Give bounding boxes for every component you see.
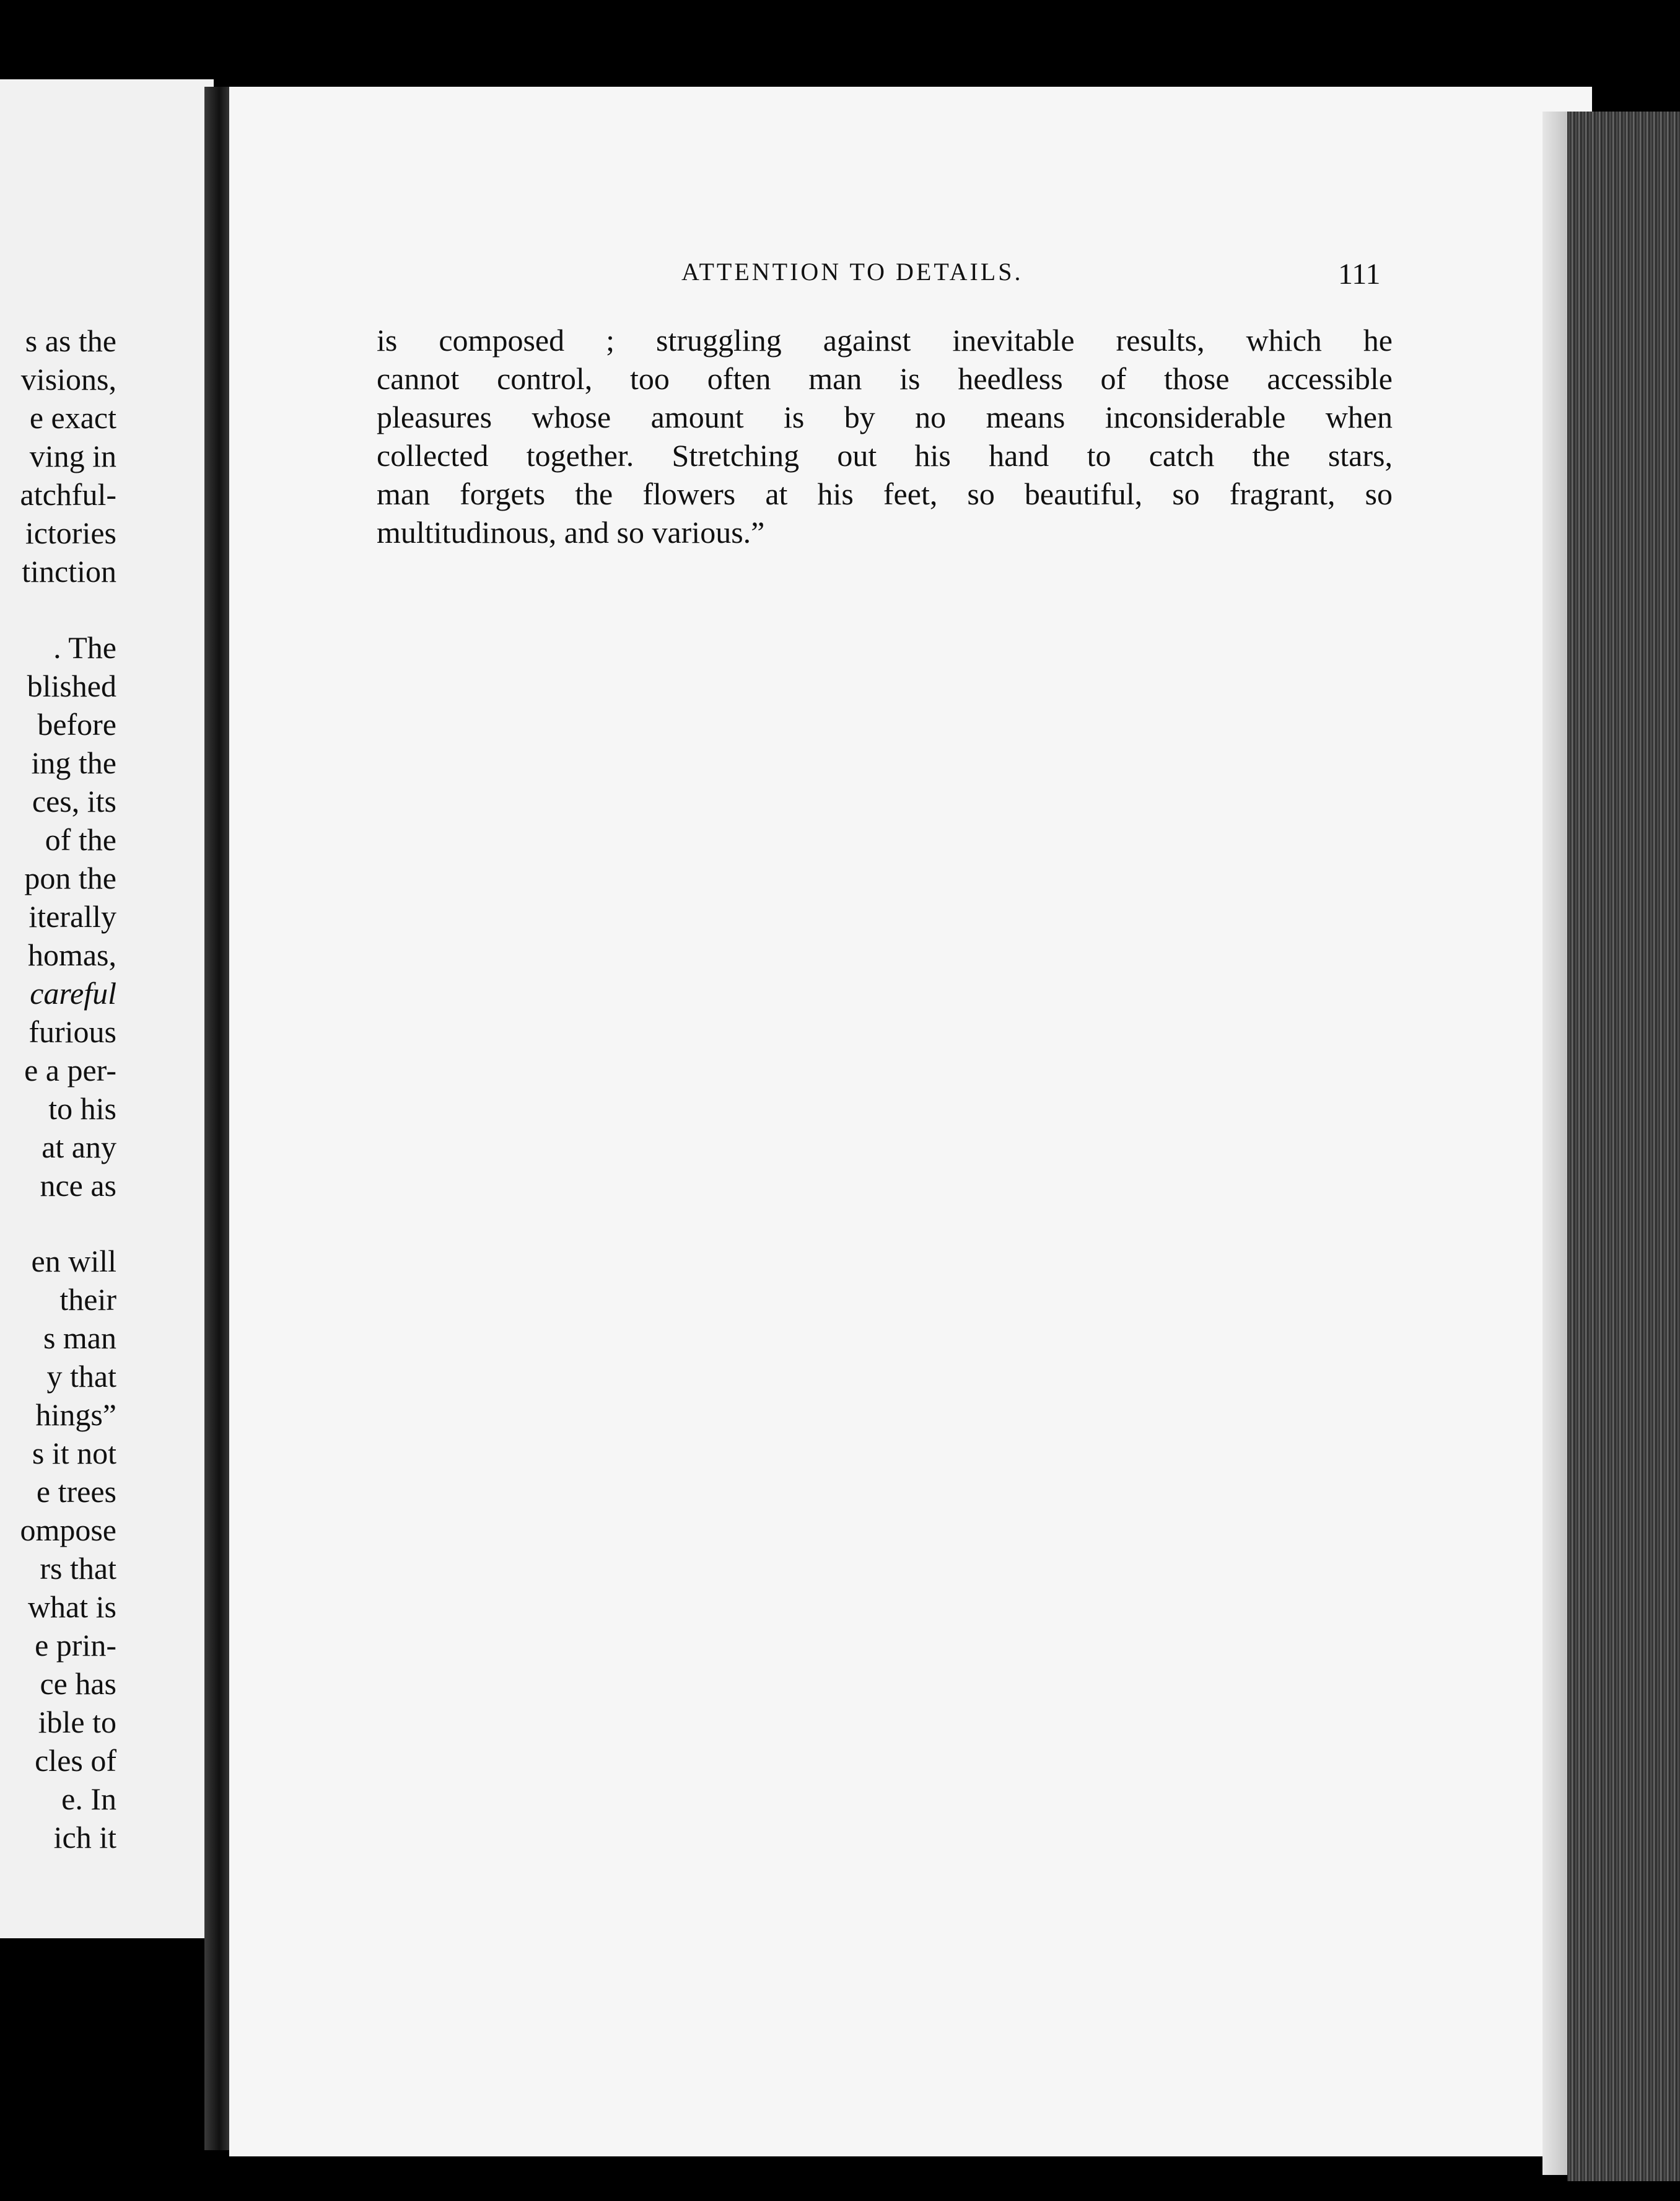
left-page-line: . The [53,630,116,665]
left-page-line: furious [28,1014,116,1049]
left-page-line: to his [48,1091,116,1126]
left-page-line: rs that [40,1551,116,1586]
left-page-line: e a per- [24,1053,116,1087]
left-page-line: ich it [53,1820,116,1855]
left-page-line: ing the [31,745,116,780]
left-page-text [0,79,116,1938]
left-page-line: what is [27,1589,116,1624]
left-page-line: cles of [35,1743,116,1778]
left-page-line: nce as [40,1168,116,1203]
text-line: man forgets the flowers at his feet, so beautiful, so fragrant, so [377,477,1393,511]
main-page [229,87,1592,2156]
left-page-line: ving in [29,439,116,473]
text-line: collected together. Stretching out his hand to catch the stars, [377,438,1393,473]
left-page-line: blished [27,669,116,703]
text-line: pleasures whose amount is by no means inconsiderable when [377,400,1393,434]
left-page-line: careful [30,976,116,1011]
left-page-line: e prin- [35,1628,116,1663]
left-page-line: s as the [25,323,116,358]
running-head: ATTENTION TO DETAILS. [681,258,1023,286]
left-page-line: ce has [40,1666,116,1701]
left-page-line: pon the [24,861,116,895]
text-line: is composed ; struggling against inevitable results, which he [377,323,1393,358]
left-page-line: at any [42,1130,116,1164]
left-page-line: ces, its [32,784,116,819]
left-page-line: atchful- [20,477,116,512]
left-page-line: e trees [36,1474,116,1509]
left-page-line: s it not [32,1436,116,1470]
text-line: cannot control, too often man is heedless of those accessible [377,361,1393,396]
left-page-line: e exact [29,400,116,435]
left-page-line: visions, [20,362,116,397]
left-page-line: their [59,1282,116,1317]
page-header [229,257,1592,294]
left-page-line: en will [31,1244,116,1278]
left-page-line: ompose [20,1513,116,1547]
left-page-line: y that [46,1359,116,1394]
left-page-line: ictories [25,516,116,550]
left-page-line: e. In [61,1781,116,1816]
left-page-line: ible to [38,1705,116,1739]
left-page [0,79,214,1938]
page-number: 111 [1338,258,1381,291]
book-fore-edge [1567,112,1680,2181]
left-page-line: s man [43,1320,116,1355]
left-page-line: of the [45,822,116,857]
left-page-line: tinction [22,554,116,589]
left-page-line: iterally [28,899,116,934]
left-page-line: homas, [27,938,116,972]
body-text [377,321,1393,551]
left-page-line: before [37,707,116,742]
left-page-line: hings” [35,1397,116,1432]
text-line: multitudinous, and so various.” [377,515,765,550]
